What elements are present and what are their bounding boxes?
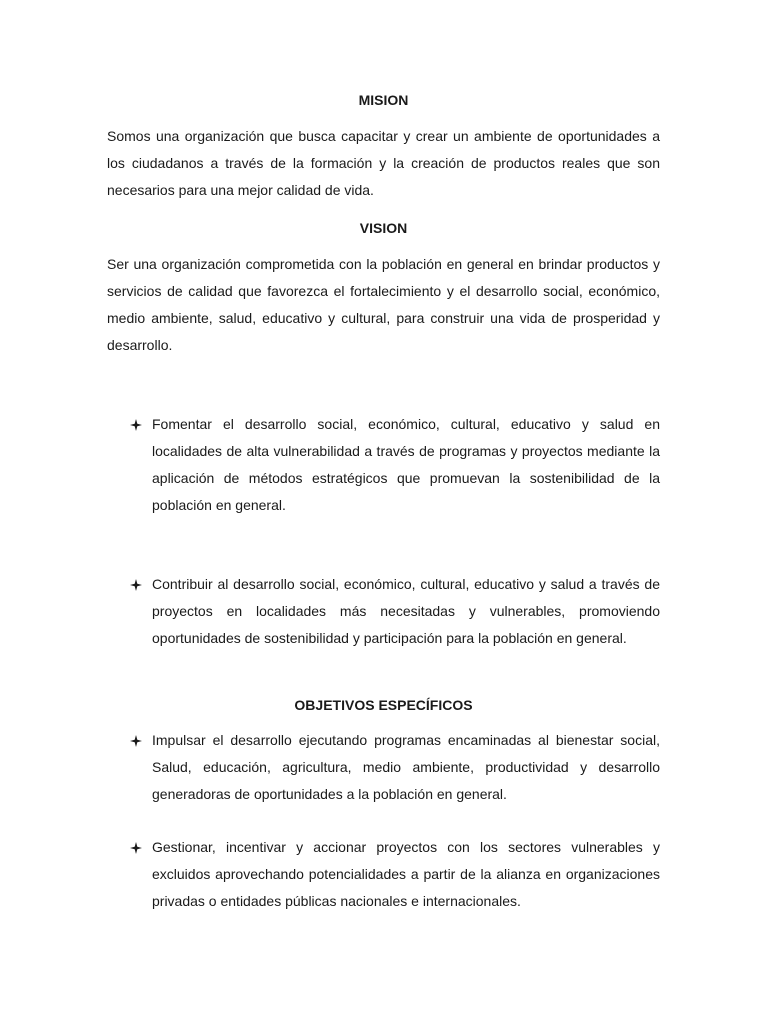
- specific-objective-item: [107, 727, 660, 808]
- diamond-bullet-icon: [129, 834, 143, 861]
- specific-objective-text: Impulsar el desarrollo ejecutando programas encaminadas al bienestar social, Salud, educación, agricultura, medio ambiente, productividad y desarrollo generadoras de oportunidades a la población en general.: [152, 732, 660, 802]
- vision-paragraph: Ser una organización comprometida con la población en general en brindar productos y servicios de calidad que favorezca el fortalecimiento y el desarrollo social, económico, medio ambiente, salud, educativo y cultural, para construir una vida de prosperidad y desarrollo.: [107, 256, 660, 353]
- specific-objectives-heading: OBJETIVOS ESPECÍFICOS: [294, 697, 473, 713]
- diamond-bullet-icon: [129, 571, 143, 598]
- specific-objective-item: [107, 834, 660, 915]
- general-objective-text: Contribuir al desarrollo social, económico, cultural, educativo y salud a través de proyectos en localidades más necesitadas y vulnerables, promoviendo oportunidades de sostenibilidad y participación para la población en general.: [152, 576, 660, 646]
- mision-paragraph: Somos una organización que busca capacitar y crear un ambiente de oportunidades a los ciudadanos a través de la formación y la creación de productos reales que son necesarios para una mejor calidad de vida.: [107, 128, 660, 198]
- specific-objective-text: Gestionar, incentivar y accionar proyectos con los sectores vulnerables y excluidos aprovechando potencialidades a partir de la alianza en organizaciones privadas o entidades públicas nacionales e internacionales.: [152, 839, 660, 909]
- diamond-bullet-icon: [129, 727, 143, 754]
- general-objective-item: [107, 571, 660, 652]
- document-page: [107, 90, 660, 915]
- vision-heading: VISION: [359, 220, 408, 236]
- mision-heading: MISION: [358, 92, 409, 108]
- diamond-bullet-icon: [129, 411, 143, 438]
- general-objective-item: [107, 411, 660, 519]
- general-objective-text: Fomentar el desarrollo social, económico, cultural, educativo y salud en localidades de alta vulnerabilidad a través de programas y proyectos mediante la aplicación de métodos estratégicos que promuevan la sostenibilidad de la población en general.: [152, 416, 660, 513]
